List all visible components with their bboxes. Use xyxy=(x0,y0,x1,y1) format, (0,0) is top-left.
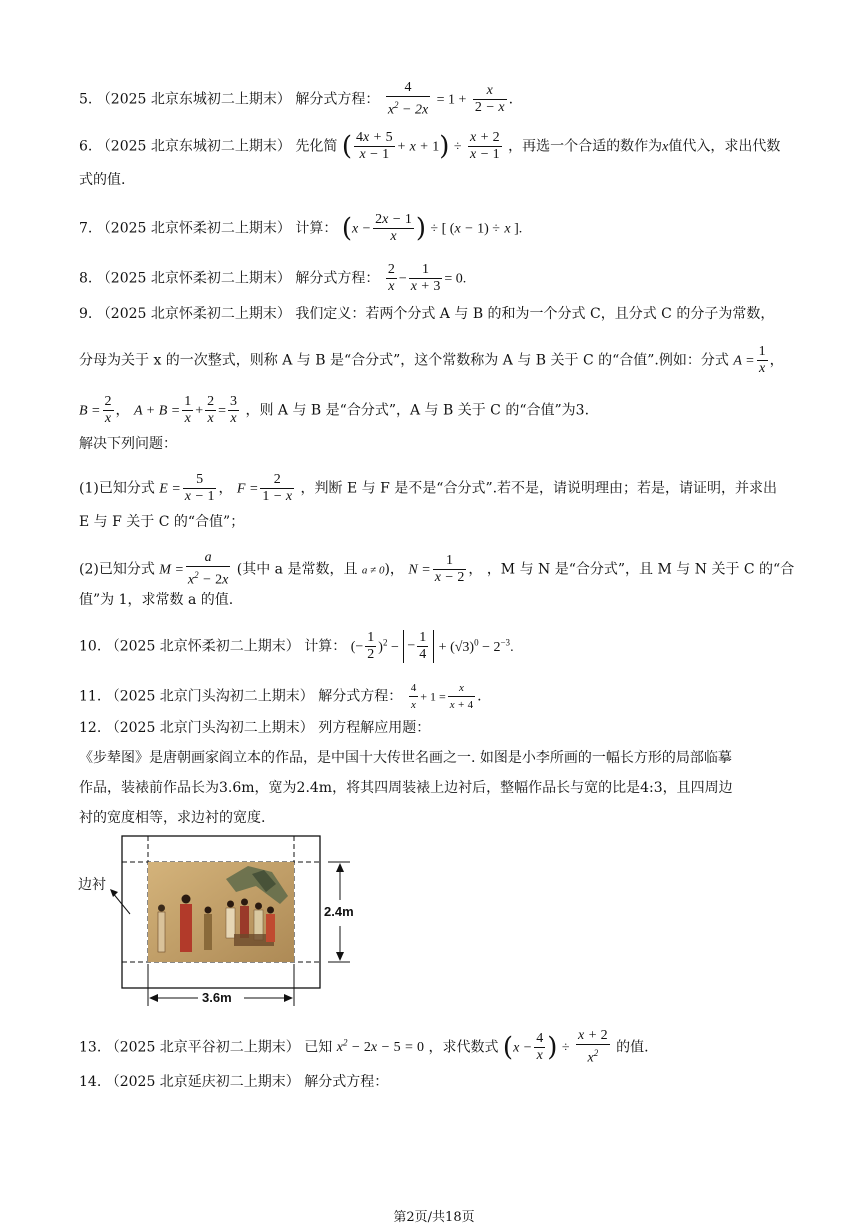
problem-14: 14. （2025 北京延庆初二上期末） 解分式方程： xyxy=(79,1074,389,1090)
problem-12-line2: 作品，装裱前作品长为3.6m，宽为2.4m，将其四周装裱上边衬后，整幅作品长与宽的比是4:3，且四周边 xyxy=(79,780,733,796)
problem-9-part2-continued: 值”为 1，求常数 a 的值. xyxy=(79,592,234,608)
problem-9-part2: (2)已知分式 M = $\frac{a}{x^2 - 2x}$ (其中 a 是常数，且 a ≠ 0)， N = $\frac{1}{x - 2}$ ， ，M 与 N 是“合分式”，且 M 与 N 关于 C 的“合 xyxy=(79,550,795,588)
problem-12: 12. （2025 北京门头沟初二上期末） 列方程解应用题： xyxy=(79,720,431,736)
problem-9-line3: B = $\frac{2}{x}$ ， A + B = $\frac{1}{x}$ + $\frac{2}{x}$ = $\frac{3}{x}$ ，则 A 与 B 是“合分式”，A 与 B 关于 C 的“合值”为3. xyxy=(79,394,590,426)
problem-9-part1: (1)已知分式 E = $\frac{5}{x - 1}$ ， F = $\frac{2}{1 - x}$ ，判断 E 与 F 是不是“合分式”.若不是，请说明理由；若是，请证明，并求出 xyxy=(79,472,778,504)
width-label: 3.6m xyxy=(202,990,232,1005)
page-footer: 第2页/共18页 xyxy=(393,1210,475,1225)
problem-5: 5. （2025 北京东城初二上期末） 解分式方程： $\frac{4}{x^2 - 2x}$ = 1 + $\frac{x}{2 - x}$ . xyxy=(79,80,514,118)
painting-image xyxy=(148,862,294,962)
problem-10: 10. （2025 北京怀柔初二上期末） 计算： (− $\frac{1}{2}$ )$^2$ − − $\frac{1}{4}$ + $(√3)^0 - 2^{-3}$. xyxy=(79,630,514,662)
problem-12-line3: 衬的宽度相等，求边衬的宽度. xyxy=(79,810,266,826)
problem-9-part1-continued: E 与 F 关于 C 的“合值”； xyxy=(79,514,245,530)
problem-9: 9. （2025 北京怀柔初二上期末） 我们定义：若两个分式 A 与 B 的和为一个分式 C，且分式 C 的分子为常数， xyxy=(79,306,775,322)
problem-11: 11. （2025 北京门头沟初二上期末） 解分式方程： $\frac{4}{x}$ + 1 = $\frac{x}{x + 4}$ . xyxy=(79,682,482,711)
problem-8: 8. （2025 北京怀柔初二上期末） 解分式方程： $\frac{2}{x}$ − $\frac{1}{x + 3}$ = 0. xyxy=(79,262,467,294)
painting-figure xyxy=(76,834,376,1019)
problem-9-line2: 分母为关于 x 的一次整式，则称 A 与 B 是“合分式”，这个常数称为 A 与 B 关于 C 的“合值”.例如：分式 A = $\frac{1}{x}$ ， xyxy=(79,344,784,376)
problem-6: 6. （2025 北京东城初二上期末） 先化简 ( $\frac{4x + 5}{x - 1}$ + x + 1) ÷ $\frac{x + 2}{x - 1}$ ，再选一个合适的数作为x值代入，求出代数 xyxy=(79,130,781,162)
problem-7: 7. （2025 北京怀柔初二上期末） 计算： (x − $\frac{2x - 1}{x}$ ) ÷ [ (x − 1) ÷ x ]. xyxy=(79,212,523,244)
problem-9-instructions: 解决下列问题： xyxy=(79,436,177,452)
problem-13: 13. （2025 北京平谷初二上期末） 已知 $x^2 - 2x - 5 = 0$ ，求代数式 (x − $\frac{4}{x}$ ) ÷ $\frac{x + 2}{x^2}$ 的值. xyxy=(79,1028,649,1066)
problem-6-continued: 式的值. xyxy=(79,172,126,188)
height-label: 2.4m xyxy=(324,904,354,919)
border-label: 边衬 xyxy=(78,877,106,893)
problem-12-line1: 《步辇图》是唐朝画家阎立本的作品，是中国十大传世名画之一. 如图是小李所画的一幅长方形的局部临摹 xyxy=(79,750,732,766)
